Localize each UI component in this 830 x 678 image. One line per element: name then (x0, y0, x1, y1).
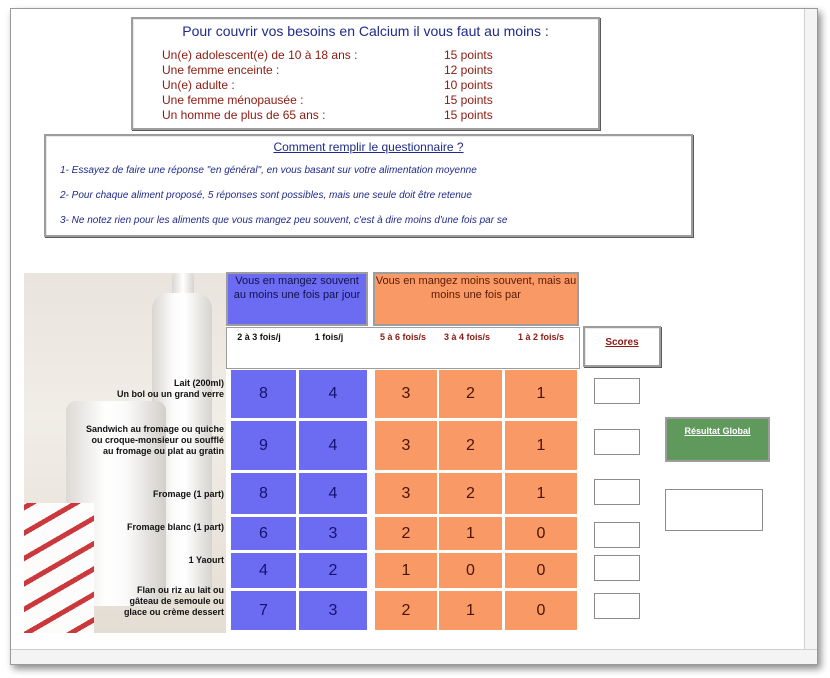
daily-header-text: Vous en mangez souvent au moins une fois par jour (233, 275, 361, 301)
score-cell[interactable]: 1 (504, 420, 578, 471)
daily-frequency-header (226, 272, 368, 326)
score-cell[interactable]: 6 (230, 516, 297, 551)
need-points: 15 points (444, 93, 493, 107)
food-label (54, 378, 224, 400)
score-cell[interactable]: 3 (374, 420, 438, 471)
score-cell[interactable]: 3 (298, 590, 368, 631)
calcium-needs-panel (131, 17, 600, 130)
food-label-line: Sandwich au fromage ou quiche (85, 424, 224, 434)
score-cell[interactable]: 4 (230, 552, 297, 589)
instruction-line: 3- Ne notez rien pour les aliments que vous mangez peu souvent, c'est à dire moins d'une fois par se (60, 215, 508, 226)
need-points: 15 points (444, 108, 493, 122)
frequency-label: 2 à 3 fois/j (237, 332, 281, 342)
score-cell[interactable]: 1 (438, 590, 503, 631)
instruction-line: 1- Essayez de faire une réponse "en général", en vous basant sur votre alimentation moyenne (60, 165, 477, 176)
weekly-header-text: Vous en mangez moins souvent, mais au moins une fois par (375, 275, 577, 301)
need-label: Un(e) adolescent(e) de 10 à 18 ans : (162, 48, 358, 62)
score-cell[interactable]: 4 (298, 472, 368, 515)
score-cell[interactable]: 0 (504, 516, 578, 551)
score-field[interactable] (594, 378, 640, 404)
score-cell[interactable]: 4 (298, 420, 368, 471)
need-row (162, 48, 582, 63)
food-label-line: 1 Yaourt (188, 555, 224, 565)
food-label (54, 522, 224, 533)
food-label-line: glace ou crème dessert (123, 607, 224, 617)
need-row (162, 93, 582, 108)
score-cell[interactable]: 1 (504, 472, 578, 515)
score-cell[interactable]: 0 (438, 552, 503, 589)
food-label-line: au fromage ou plat au gratin (102, 446, 224, 456)
food-label-line: gâteau de semoule ou (129, 596, 224, 606)
score-cell[interactable]: 3 (298, 516, 368, 551)
score-cell[interactable]: 2 (374, 590, 438, 631)
score-cell[interactable]: 8 (230, 472, 297, 515)
need-points: 12 points (444, 63, 493, 77)
frequency-label: 1 à 2 fois/s (517, 332, 565, 342)
score-field[interactable] (594, 593, 640, 619)
instructions-title-link[interactable]: Comment remplir le questionnaire ? (273, 140, 464, 154)
instruction-line: 2- Pour chaque aliment proposé, 5 réponses sont possibles, mais une seule doit être retenue (60, 190, 472, 201)
score-field[interactable] (594, 522, 640, 548)
score-cell[interactable]: 3 (374, 369, 438, 419)
food-label (54, 489, 224, 500)
global-result-field[interactable] (665, 489, 763, 531)
food-label (54, 555, 224, 566)
score-cell[interactable]: 7 (230, 590, 297, 631)
score-cell[interactable]: 2 (298, 552, 368, 589)
need-row (162, 108, 582, 123)
need-label: Un homme de plus de 65 ans : (162, 108, 326, 122)
scores-button[interactable]: Scores (583, 326, 661, 367)
needs-title: Pour couvrir vos besoins en Calcium il vous faut au moins : (182, 23, 549, 39)
score-field[interactable] (594, 429, 640, 455)
score-cell[interactable]: 0 (504, 590, 578, 631)
score-cell[interactable]: 1 (438, 516, 503, 551)
score-cell[interactable]: 1 (504, 369, 578, 419)
score-cell[interactable]: 2 (374, 516, 438, 551)
score-field[interactable] (594, 555, 640, 581)
need-label: Une femme ménopausée : (162, 93, 304, 107)
food-label (54, 585, 224, 618)
score-field[interactable] (594, 479, 640, 505)
food-label-line: Fromage (1 part) (152, 489, 224, 499)
score-cell[interactable]: 4 (298, 369, 368, 419)
frequency-label: 5 à 6 fois/s (379, 332, 427, 342)
score-cell[interactable]: 8 (230, 369, 297, 419)
instructions-panel (44, 134, 693, 237)
need-label: Une femme enceinte : (162, 63, 280, 77)
weekly-frequency-header (373, 272, 579, 326)
need-row (162, 78, 582, 93)
vertical-scrollbar[interactable] (804, 9, 817, 664)
score-cell[interactable]: 1 (374, 552, 438, 589)
food-label-line: Flan ou riz au lait ou (136, 585, 224, 595)
food-label-line: ou croque-monsieur ou soufflé (91, 435, 224, 445)
score-cell[interactable]: 2 (438, 472, 503, 515)
score-cell[interactable]: 9 (230, 420, 297, 471)
global-result-button[interactable]: Résultat Global (665, 417, 770, 462)
score-cell[interactable]: 2 (438, 420, 503, 471)
food-label (54, 424, 224, 457)
score-cell[interactable]: 0 (504, 552, 578, 589)
food-label-line: Lait (200ml) (173, 378, 224, 388)
need-points: 10 points (444, 78, 493, 92)
need-label: Un(e) adulte : (162, 78, 235, 92)
need-points: 15 points (444, 48, 493, 62)
food-label-line: Fromage blanc (1 part) (126, 522, 224, 532)
frequency-header-row (226, 327, 580, 369)
food-label-line: Un bol ou un grand verre (116, 389, 224, 399)
frequency-label: 1 fois/j (314, 332, 344, 342)
score-cell[interactable]: 3 (374, 472, 438, 515)
score-cell[interactable]: 2 (438, 369, 503, 419)
frequency-label: 3 à 4 fois/s (443, 332, 491, 342)
need-row (162, 63, 582, 78)
horizontal-scrollbar[interactable] (11, 649, 817, 664)
